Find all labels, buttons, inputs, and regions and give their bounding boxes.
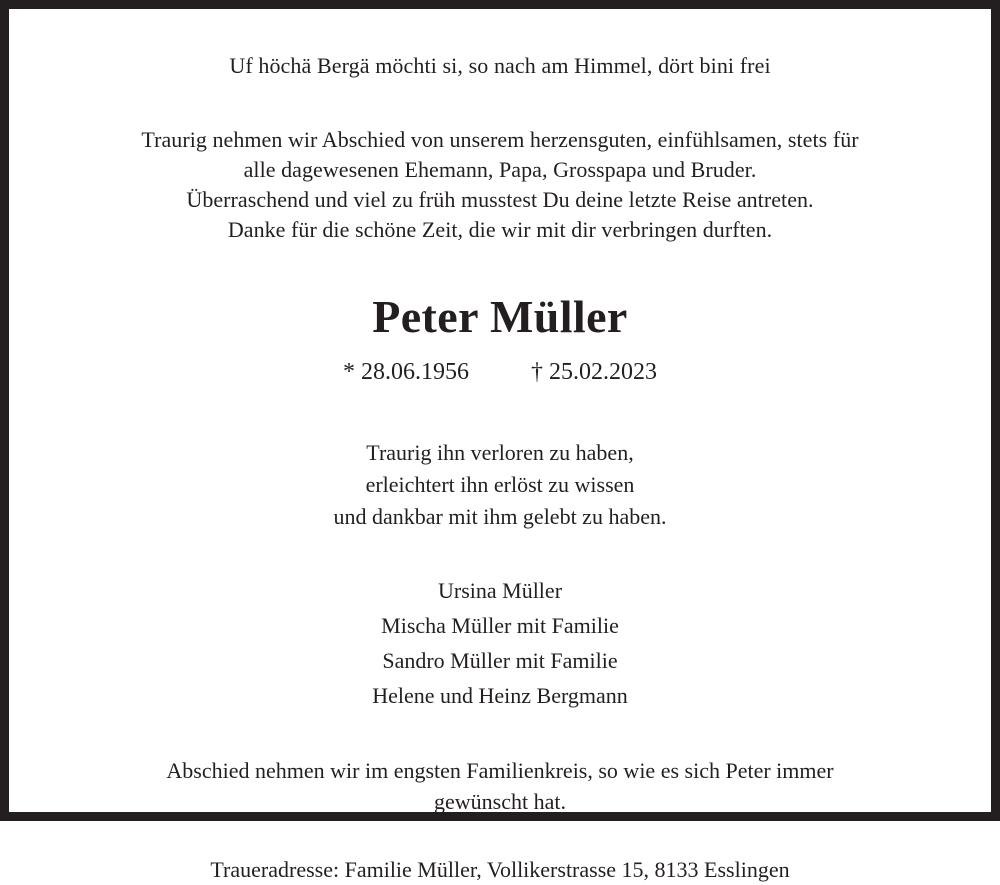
lament-paragraph [55, 125, 945, 245]
survivor-name: Ursina Müller [437, 578, 563, 603]
survivor-name: Sandro Müller mit Familie [382, 648, 618, 673]
survivors-list [55, 573, 945, 713]
survivor-name: Helene und Heinz Bergmann [372, 683, 628, 708]
deceased-name: Peter Müller [372, 291, 628, 342]
farewell-line: gewünscht hat. [434, 789, 566, 814]
birth-date: * 28.06.1956 [343, 359, 469, 385]
survivor-name: Mischa Müller mit Familie [381, 613, 619, 638]
mourning-verse [55, 437, 945, 533]
epigraph-text: Uf höchä Bergä möchti si, so nach am Himmel, dört bini frei [229, 53, 771, 78]
death-date: † 25.02.2023 [531, 359, 657, 385]
life-dates [55, 357, 945, 387]
lament-line: Danke für die schöne Zeit, die wir mit dir verbringen durften. [227, 217, 773, 242]
verse-line: Traurig ihn verloren zu haben, [366, 440, 634, 465]
lament-line: alle dagewesenen Ehemann, Papa, Grosspapa und Bruder. [243, 157, 757, 182]
farewell-line: Abschied nehmen wir im engsten Familienkreis, so wie es sich Peter immer [166, 758, 834, 783]
verse-line: erleichtert ihn erlöst zu wissen [365, 472, 635, 497]
lament-line: Traurig nehmen wir Abschied von unserem herzensguten, einfühlsamen, stets für [141, 127, 859, 152]
lament-line: Überraschend und viel zu früh musstest Du deine letzte Reise antreten. [186, 187, 814, 212]
verse-line: und dankbar mit ihm gelebt zu haben. [333, 504, 667, 529]
death-notice-content [9, 9, 991, 882]
mourning-address: Traueradresse: Familie Müller, Vollikerstrasse 15, 8133 Esslingen [210, 857, 790, 882]
farewell-note [55, 755, 945, 817]
